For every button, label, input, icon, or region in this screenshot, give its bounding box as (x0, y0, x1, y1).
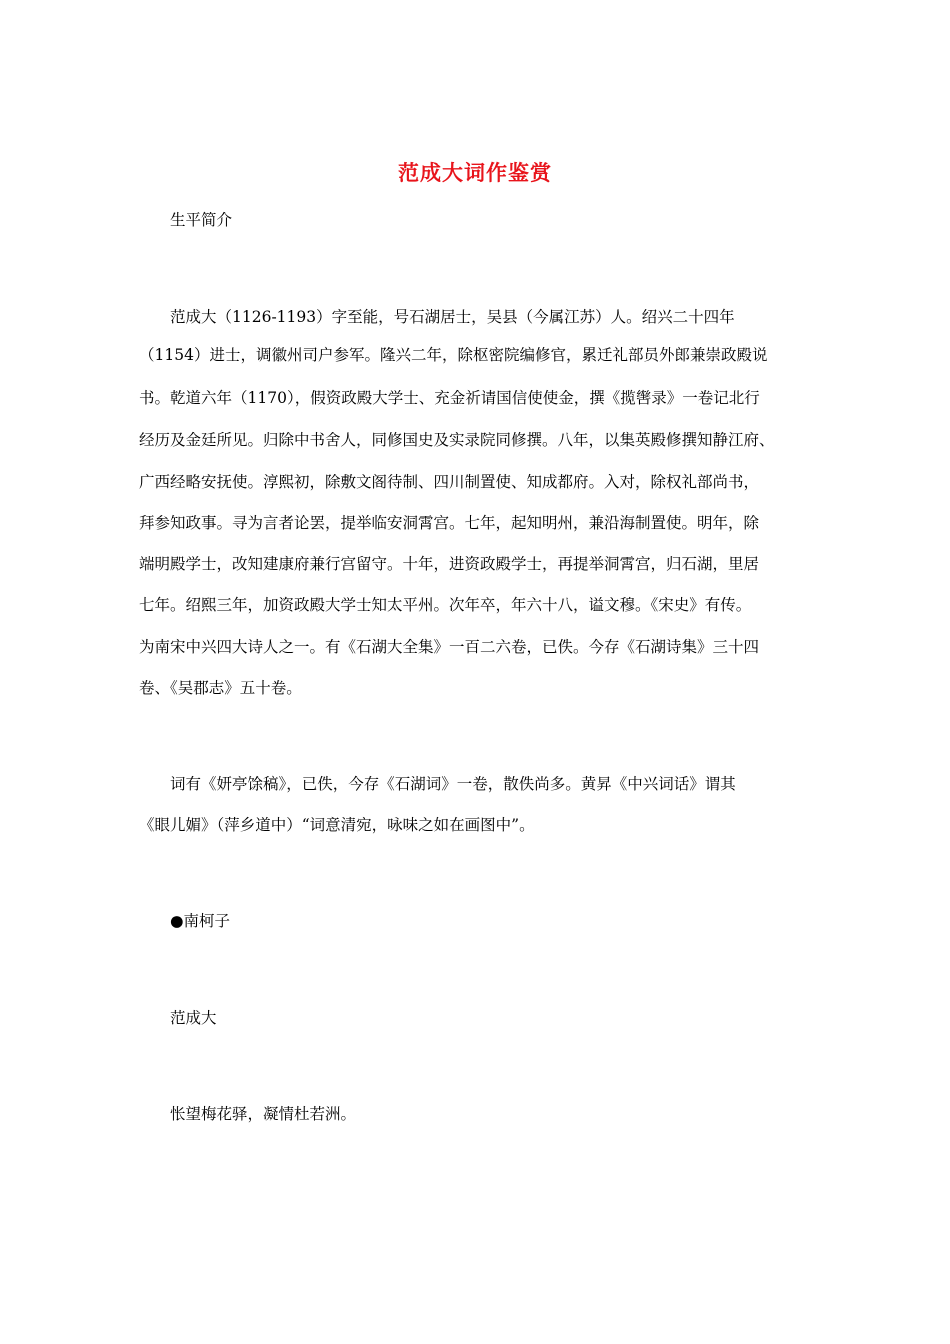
bio-line-1: 范成大（1126-1193）字至能，号石湖居士，吴县（今属江苏）人。绍兴二十四年 (170, 308, 735, 326)
ci-line-1: 词有《妍亭馀稿》，已佚，今存《石湖词》一卷，散佚尚多。黄昇《中兴词话》谓其 (170, 775, 736, 793)
bio-line-8: 七年。绍熙三年，加资政殿大学士知太平州。次年卒，年六十八，谥文穆。《宋史》有传。 (139, 596, 752, 614)
poem-title: ●南柯子 (170, 912, 231, 930)
bio-line-6: 拜参知政事。寻为言者论罢，提举临安洞霄宫。七年，起知明州，兼沿海制置使。明年，除 (139, 514, 760, 532)
bio-line-2: （1154）进士，调徽州司户参军。隆兴二年，除枢密院编修官，累迁礼部员外郎兼崇政殿说 (139, 346, 768, 364)
bio-line-9: 为南宋中兴四大诗人之一。有《石湖大全集》一百二六卷，已佚。今存《石湖诗集》三十四 (139, 638, 760, 656)
bio-line-3: 书。乾道六年（1170），假资政殿大学士、充金祈请国信使使金，撰《揽辔录》一卷记北行 (139, 389, 760, 407)
document-title: 范成大词作鉴赏 (398, 161, 552, 185)
bio-line-7: 端明殿学士，改知建康府兼行宫留守。十年，进资政殿学士，再提举洞霄宫，归石湖，里居 (139, 555, 760, 573)
section-heading: 生平简介 (170, 211, 233, 229)
poem-first-line: 怅望梅花驿，凝情杜若洲。 (170, 1105, 357, 1123)
bio-line-4: 经历及金廷所见。归除中书舍人，同修国史及实录院同修撰。八年，以集英殿修撰知静江府、 (139, 431, 775, 449)
bio-line-10: 卷、《吴郡志》五十卷。 (139, 679, 302, 697)
poem-author: 范成大 (170, 1009, 217, 1027)
bio-line-5: 广西经略安抚使。淳熙初，除敷文阁待制、四川制置使、知成都府。入对，除权礼部尚书， (139, 473, 760, 491)
ci-line-2: 《眼儿媚》（萍乡道中）“词意清宛，咏味之如在画图中”。 (139, 816, 535, 834)
